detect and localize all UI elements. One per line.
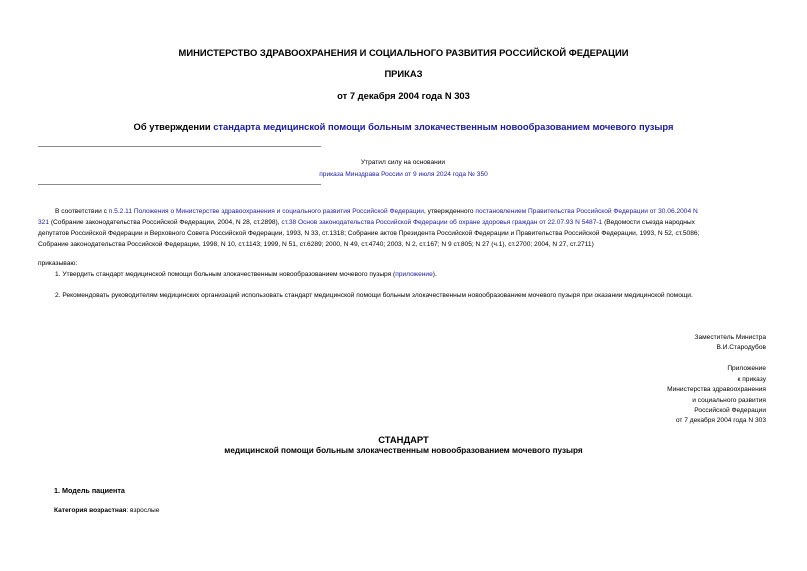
- item-text: 1. Утвердить стандарт медицинской помощи больным злокачественным новообразованием мочевого пузыря (: [55, 271, 396, 278]
- preamble-text: (Собрание законодательства Российской Федерации, 2004, N 28, ст.2898),: [49, 219, 282, 226]
- preamble-text: (Ведомости съезда народных: [602, 219, 695, 226]
- preamble-text: , утвержденного: [423, 208, 476, 215]
- order-label: ПРИКАЗ: [384, 68, 423, 79]
- item-text: ).: [432, 271, 437, 278]
- order-item-2: 2. Рекомендовать руководителям медицинских организаций использовать стандарт медицинской помощи больным злокачественным новообразованием мочевого пузыря при оказании медицинской помощи.: [55, 292, 693, 299]
- standard-link[interactable]: стандарта медицинской помощи больным злокачественным новообразованием мочевого пузыря: [213, 121, 674, 132]
- signature-position: Заместитель Министра: [694, 334, 766, 341]
- signature-name: В.И.Стародубов: [716, 344, 766, 351]
- preamble-text: В соответствии с: [55, 208, 109, 215]
- age-category: [54, 506, 159, 515]
- resolution-link[interactable]: постановлением Правительства Российской Федерации от 30.06.2004 N: [475, 208, 698, 215]
- patient-model-heading: 1. Модель пациента: [54, 486, 125, 495]
- appendix-line-4: и социального развития: [692, 397, 766, 404]
- order-word: приказываю:: [38, 260, 78, 267]
- appendix-line-3: Министерства здравоохранения: [667, 386, 766, 393]
- resolution-link-cont[interactable]: 321: [38, 219, 50, 226]
- divider-top: [38, 146, 321, 147]
- appendix-line-6: от 7 декабря 2004 года N 303: [675, 417, 766, 424]
- preamble-line-3: депутатов Российской Федерации и Верховного Совета Российской Федерации, 1993, N 33, ст.1318; Собрание актов Президента Российской Федерации и Правительства Российской Федерации, 1993, N 52, ст.5086;: [38, 230, 700, 237]
- order-title: [0, 121, 807, 132]
- health-law-link[interactable]: ст.38 Основ законодательства Российской Федерации об охране здоровья граждан от 22.07.93 N 5487-1: [281, 219, 603, 226]
- order-item-1: [55, 270, 437, 279]
- appendix-link[interactable]: приложение: [395, 271, 433, 278]
- preamble-line-1: [55, 207, 698, 216]
- age-category-label: Категория возрастная: [54, 507, 127, 514]
- appendix-line-1: Приложение: [727, 365, 766, 372]
- void-notice-text: Утратил силу на основании: [360, 159, 446, 166]
- age-category-value: : взрослые: [126, 507, 160, 514]
- order-date: от 7 декабря 2004 года N 303: [337, 90, 470, 101]
- ministry-name: МИНИСТЕРСТВО ЗДРАВООХРАНЕНИЯ И СОЦИАЛЬНОГО РАЗВИТИЯ РОССИЙСКОЙ ФЕДЕРАЦИИ: [178, 47, 629, 58]
- appendix-line-5: Российской Федерации: [694, 407, 766, 414]
- preamble-line-2: [38, 218, 695, 227]
- standard-subtitle: медицинской помощи больным злокачественным новообразованием мочевого пузыря: [224, 446, 583, 455]
- divider-bottom: [38, 184, 321, 185]
- standard-title: СТАНДАРТ: [378, 434, 429, 445]
- regulation-link[interactable]: п.5.2.11 Положения о Министерстве здравоохранения и социального развития Российской Федерации: [108, 208, 424, 215]
- preamble-line-4: Собрание законодательства Российской Федерации, 1998, N 10, ст.1143; 1999, N 51, ст.6289; 2000, N 49, ст.4740; 2003, N 2, ст.167; N 9 ст.805; N 27 (ч.1), ст.2700; 2004, N 27, ст.2711): [38, 241, 594, 248]
- appendix-line-2: к приказу: [737, 376, 766, 383]
- order-title-prefix: Об утверждении: [133, 121, 214, 132]
- void-notice-link[interactable]: приказа Минздрава России от 9 июля 2024 года № 350: [319, 171, 488, 178]
